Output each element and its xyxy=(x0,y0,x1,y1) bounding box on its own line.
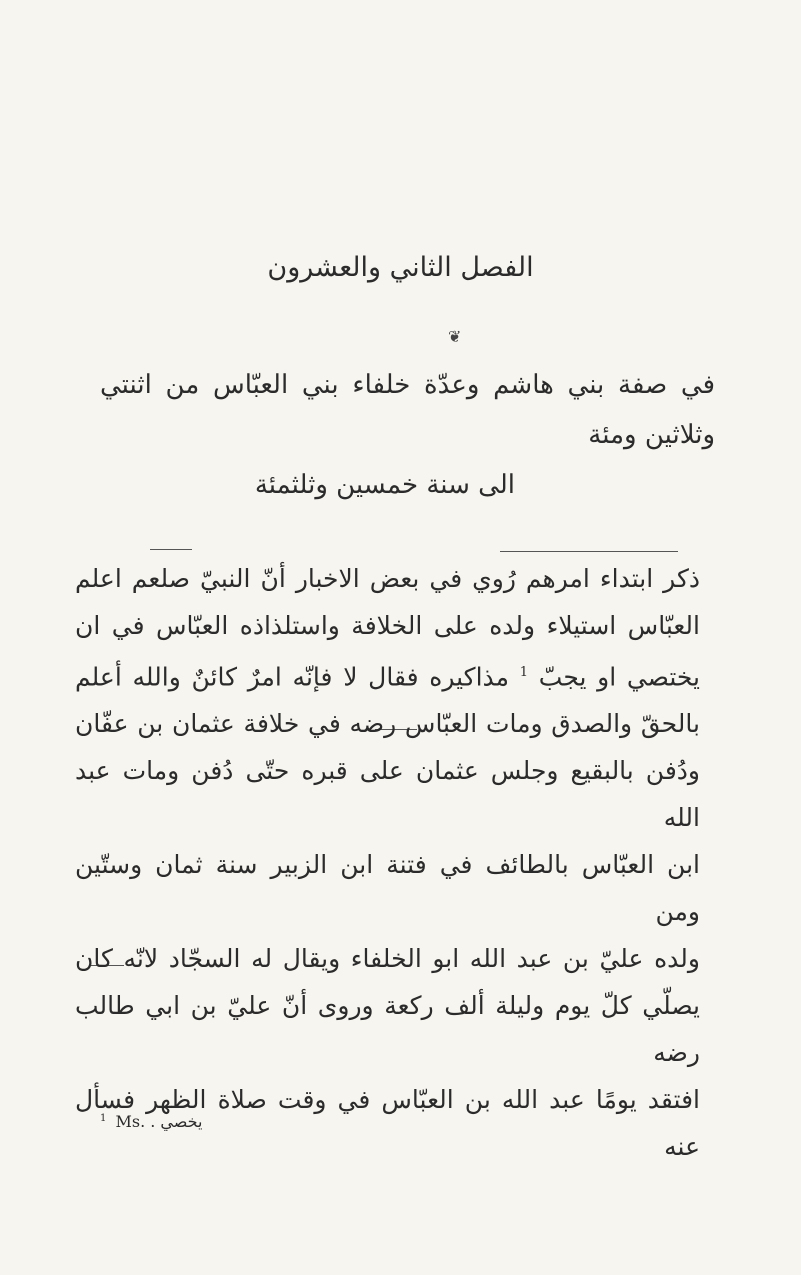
chapter-subtitle xyxy=(100,360,715,510)
body-line-part: يختصي او يجبّ xyxy=(538,662,700,692)
body-line: يصلّي كلّ يوم وليلة ألف ركعة وروى أنّ عليّ بن ابي طالب رضه xyxy=(75,991,700,1068)
subtitle-line-1: في صفة بني هاشم وعدّة خلفاء بني العبّاس من اثنتي وثلاثين ومئة xyxy=(100,370,715,450)
footnote-label: Ms. xyxy=(115,1112,146,1131)
footnote xyxy=(100,1112,202,1131)
overline-rule xyxy=(500,551,678,552)
chapter-title: الفصل الثاني والعشرون xyxy=(267,252,534,283)
ornament-icon: ❦ xyxy=(448,327,462,346)
body-line: ودُفن بالبقيع وجلس عثمان على قبره حتّى دُفن ومات عبد الله xyxy=(75,756,700,833)
overline-rule-short xyxy=(150,549,192,550)
body-line: ابن العبّاس بالطائف في فتنة ابن الزبير سنة ثمان وستّين ومن xyxy=(75,850,700,927)
footnote-marker: 1 xyxy=(519,665,529,680)
subtitle-line-2: الى سنة خمسين وثلثمئة xyxy=(254,470,515,500)
body-line: ولده عليّ بن عبد الله ابو الخلفاء ويقال له السجّاد لانّه كان xyxy=(75,944,700,974)
footnote-number: 1 xyxy=(100,1112,107,1124)
body-line: ذكر ابتداء امرهم رُوي في بعض الاخبار أنّ النبيّ صلعم اعلم xyxy=(75,564,700,593)
body-line-part: مذاكيره فقال لا فإنّه امرٌ كائنٌ والله أعلم xyxy=(75,662,510,692)
body-line: بالحقّ والصدق ومات العبّاس رضه في خلافة عثمان بن عفّان xyxy=(75,709,700,739)
footnote-text: يخصي . xyxy=(150,1112,203,1131)
body-text xyxy=(75,555,700,1170)
body-line: افتقد يومًا عبد الله بن العبّاس في وقت صلاة الظهر فسأل عنه xyxy=(75,1085,700,1162)
body-line: العبّاس استيلاء ولده على الخلافة واستلذاذه العبّاس في ان xyxy=(75,611,700,640)
body-line xyxy=(75,649,700,700)
